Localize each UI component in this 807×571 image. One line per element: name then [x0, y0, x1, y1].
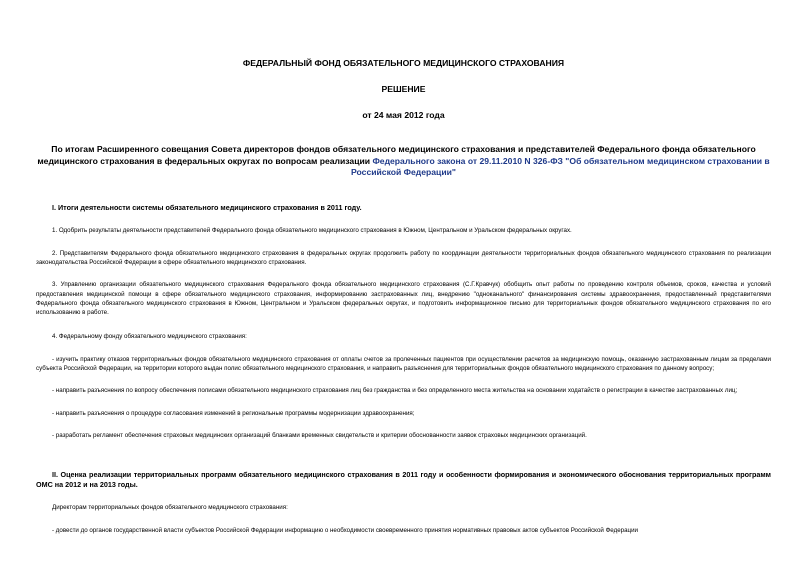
list-item: - изучить практику отказов территориальных фондов обязательного медицинского страхования от оплаты счетов за пролеченных пациентов при осуществлении расчетов за медицинскую помощь, оказанную застрахованным лицам за пределами субъекта Российской Федерации, на территории которого выдан полис обязательного медицинского страхования, и направить разъяснения для территориальных фондов обязательного медицинского страхования по данному вопросу;	[36, 355, 771, 373]
paragraph-2: 2. Представителям Федерального фонда обязательного медицинского страхования в федеральных округах продолжить работу по координации деятельности территориальных фондов обязательного медицинского страхования по реализации законодательства Российской Федерации в сфере обязательного медицинского страхования.	[36, 249, 771, 267]
organization-title: ФЕДЕРАЛЬНЫЙ ФОНД ОБЯЗАТЕЛЬНОГО МЕДИЦИНСКОГО СТРАХОВАНИЯ	[242, 58, 565, 68]
paragraph-5: Директорам территориальных фондов обязательного медицинского страхования:	[52, 504, 288, 512]
paragraph-3: 3. Управлению организации обязательного медицинского страхования Федерального фонда обязательного медицинского страхования (С.Г.Кравчук) обобщить опыт работы по проведению контроля объемов, сроков, качества и условий предоставления медицинской помощи в сфере обязательного медицинского страхования, информированию застрахованных лиц, внедрению "одноканального" финансирования системы здравоохранения, предоставленный представителями Федерального фонда обязательного медицинского страхования в Южном, Центральном и Уральском федеральных округах, и подготовить информационное письмо для территориальных фондов обязательного медицинского страхования по его использованию в работе.	[36, 281, 771, 317]
paragraph-1: 1. Одобрить результаты деятельности представителей Федерального фонда обязательного медицинского страхования в Южном, Центральном и Уральском федеральных округах.	[52, 226, 572, 234]
paragraph-4: 4. Федеральному фонду обязательного медицинского страхования:	[52, 332, 247, 340]
document-date: от 24 мая 2012 года	[362, 110, 445, 120]
list-item: - направить разъяснения о процедуре согласования изменений в региональные программы модернизации здравоохранения;	[52, 409, 415, 417]
list-item: - направить разъяснения по вопросу обеспечения полисами обязательного медицинского страхования лиц без гражданства и без определенного места жительства на основании ходатайств о регистрации в качестве застрахованных лиц;	[52, 387, 738, 395]
list-item: - довести до органов государственной власти субъектов Российской Федерации информацию о необходимости своевременного принятия нормативных правовых актов субъектов Российской Федерации	[52, 526, 638, 534]
list-item: - разработать регламент обеспечения страховых медицинских организаций бланками временных свидетельств и критерии обоснованности заявок страховых медицинских организаций.	[52, 432, 587, 440]
preamble	[36, 144, 771, 179]
document-type: РЕШЕНИЕ	[381, 84, 426, 94]
preamble-text: По итогам Расширенного совещания Совета директоров фондов обязательного медицинского страхования и представителей Федерального фонда обязательного медицинского страхования в федеральных округах по вопросам реализации	[37, 144, 756, 166]
federal-law-link[interactable]: Федерального закона от 29.11.2010 N 326-ФЗ "Об обязательном медицинском страховании в Российской Федерации"	[351, 155, 770, 177]
document-page	[36, 0, 771, 535]
section-2-title: II. Оценка реализации территориальных программ обязательного медицинского страхования в 2011 году и особенности формирования и экономического обоснования территориальных программ ОМС на 2012 и на 2013 годы.	[36, 470, 771, 490]
section-1-title: I. Итоги деятельности системы обязательного медицинского страхования в 2011 году.	[52, 202, 362, 212]
